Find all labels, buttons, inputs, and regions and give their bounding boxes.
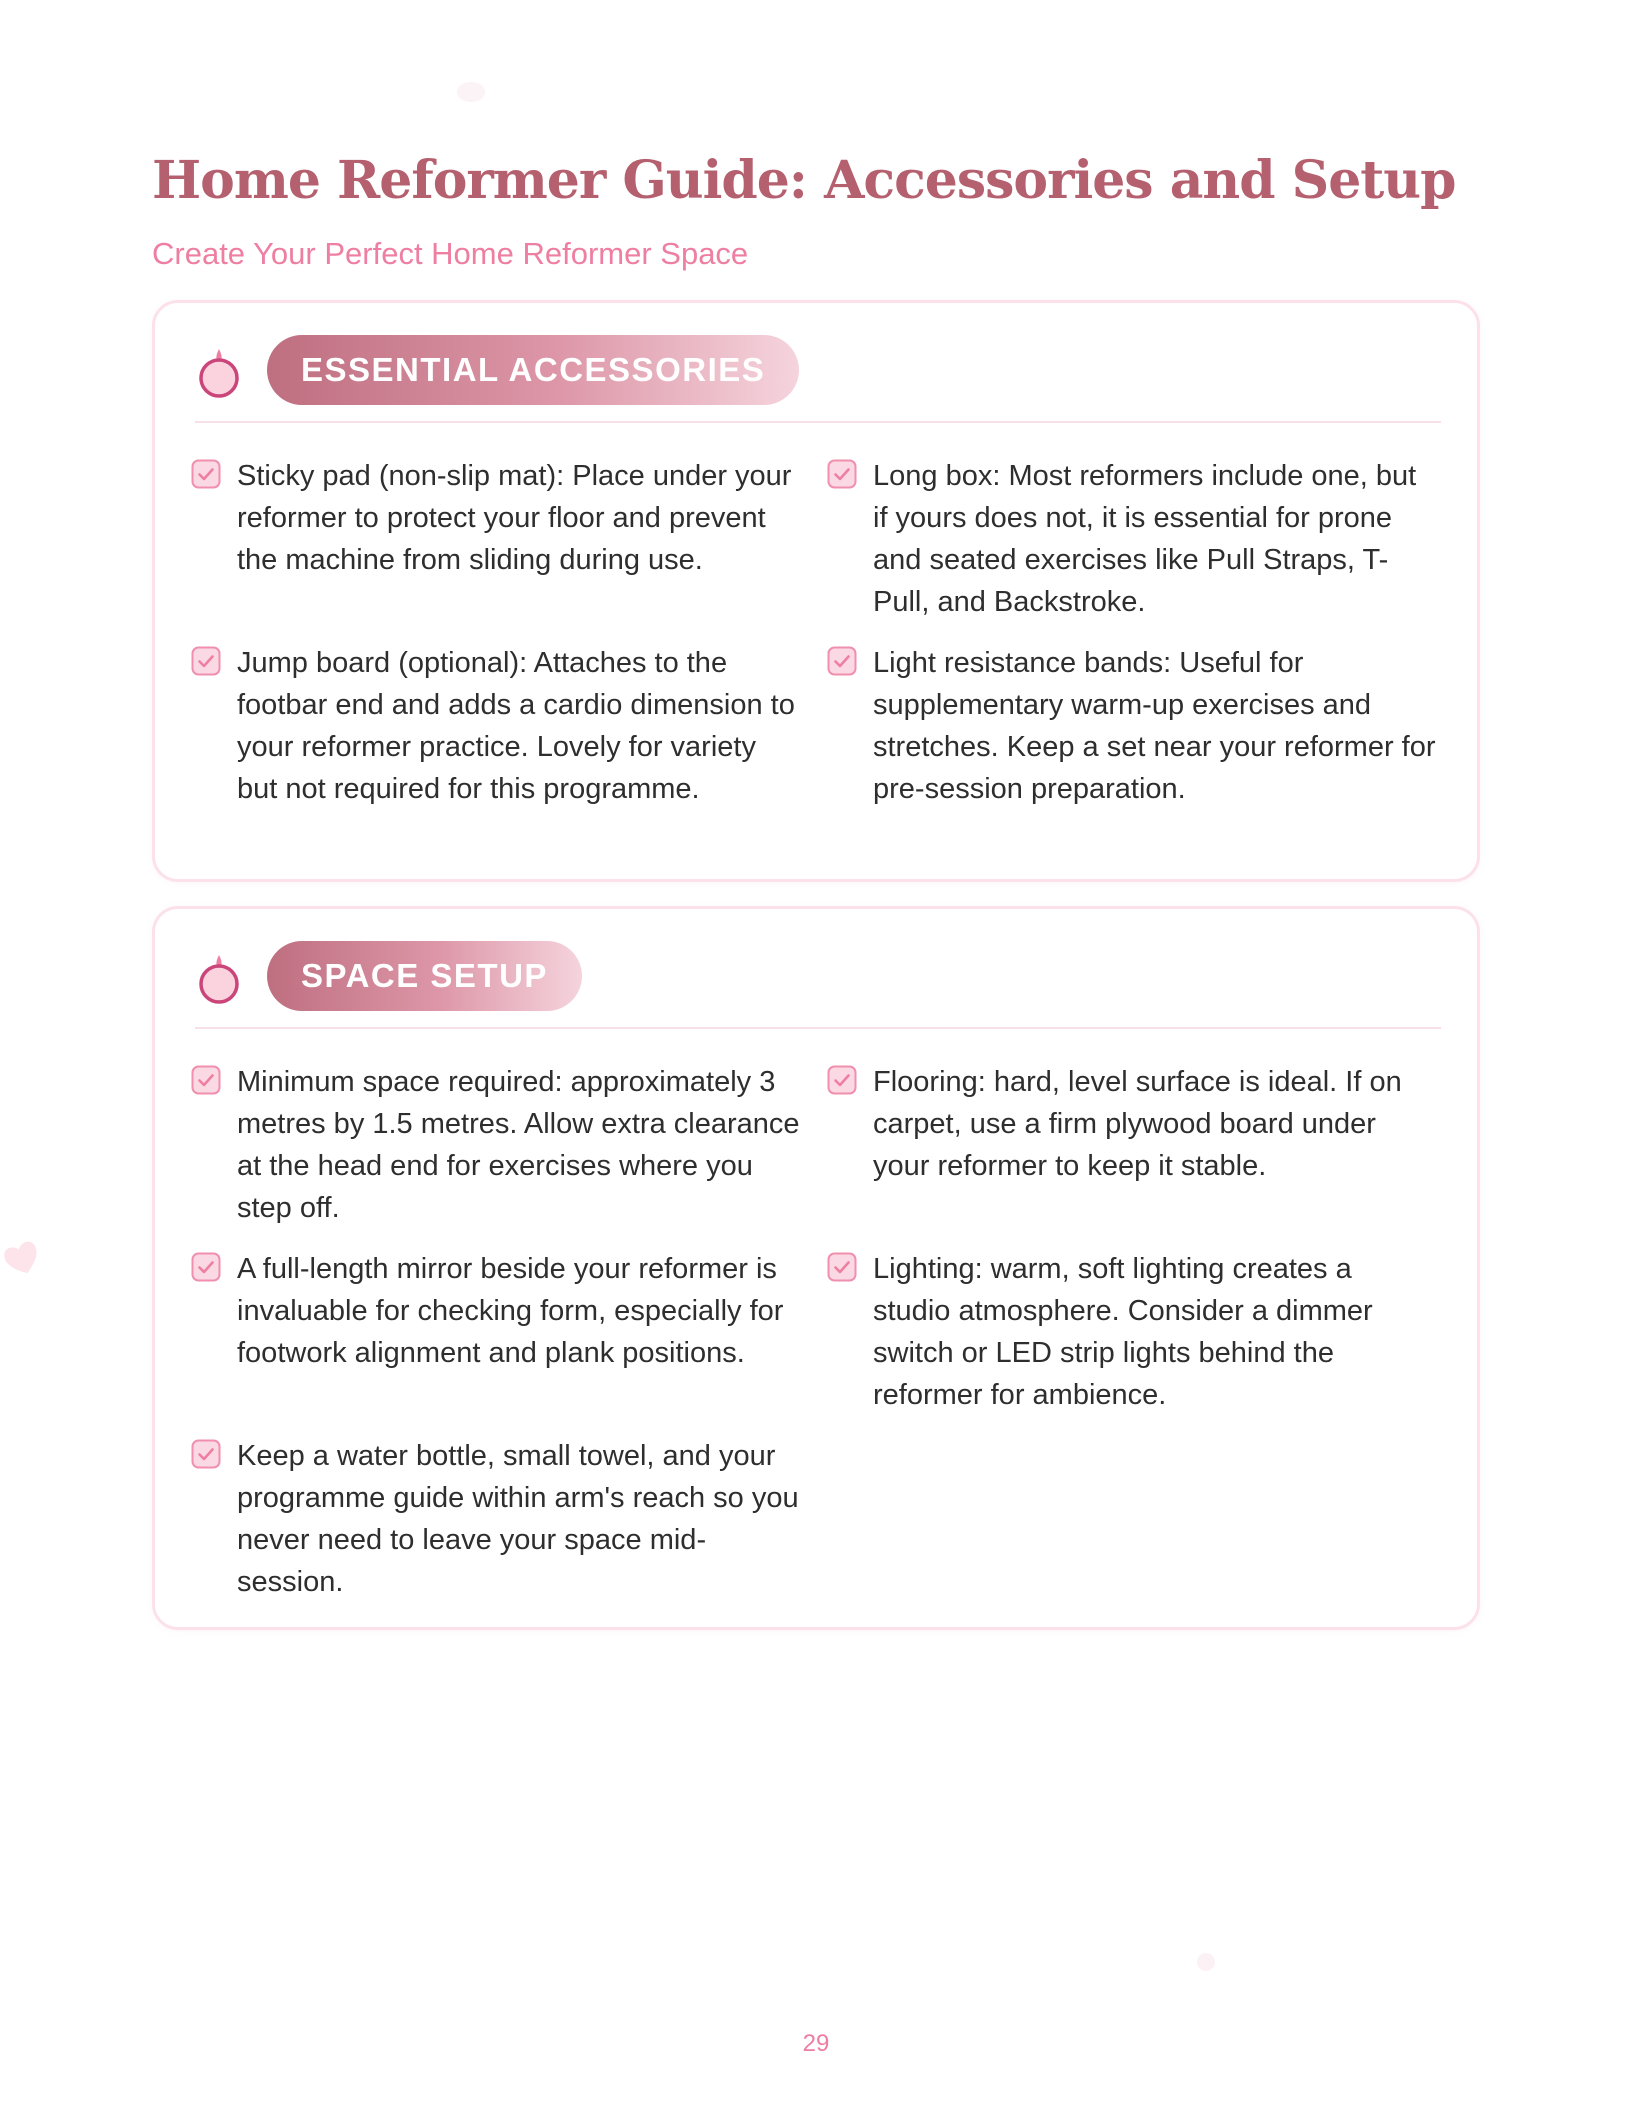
list-item xyxy=(191,1435,801,1603)
checkbox-checked-icon xyxy=(191,1439,221,1469)
list-item xyxy=(191,455,801,581)
section-heading-essential-accessories: ESSENTIAL ACCESSORIES xyxy=(267,335,799,405)
checkbox-checked-icon xyxy=(827,1065,857,1095)
list-item xyxy=(827,642,1437,810)
list-item xyxy=(191,1061,801,1229)
checkbox-checked-icon xyxy=(191,646,221,676)
list-item-text: Long box: Most reformers include one, but if yours does not, it is essential for prone and seated exercises like Pull Straps, T-Pull, and Backstroke. xyxy=(873,460,1417,618)
list-item xyxy=(191,1248,801,1374)
list-item xyxy=(827,1248,1437,1416)
checkbox-checked-icon xyxy=(827,1252,857,1282)
list-item-text: Jump board (optional): Attaches to the footbar end and adds a cardio dimension to your reformer practice. Lovely for variety but not required for this programme. xyxy=(237,647,795,805)
list-item-text: Keep a water bottle, small towel, and your programme guide within arm's reach so you never need to leave your space mid-session. xyxy=(237,1440,799,1598)
decorative-heart-icon xyxy=(0,1236,44,1280)
card-header xyxy=(155,909,1477,1029)
divider xyxy=(195,1027,1441,1029)
pink-circle-icon xyxy=(197,347,241,399)
checkbox-checked-icon xyxy=(827,459,857,489)
decorative-dot xyxy=(1194,1950,1218,1974)
section-heading-space-setup: SPACE SETUP xyxy=(267,941,582,1011)
page-title: Home Reformer Guide: Accessories and Setup xyxy=(152,150,1456,211)
essential-accessories-card xyxy=(152,300,1480,882)
list-item-text: Light resistance bands: Useful for supplementary warm-up exercises and stretches. Keep a set near your reformer for pre-session preparation. xyxy=(873,647,1436,805)
list-item xyxy=(827,455,1437,623)
checkbox-checked-icon xyxy=(191,1065,221,1095)
page-subtitle: Create Your Perfect Home Reformer Space xyxy=(152,236,749,271)
list-item-text: Flooring: hard, level surface is ideal. If on carpet, use a firm plywood board under your reformer to keep it stable. xyxy=(873,1066,1402,1182)
list-item xyxy=(191,642,801,810)
checkbox-checked-icon xyxy=(191,459,221,489)
pink-circle-icon xyxy=(197,953,241,1005)
page-number: 29 xyxy=(802,2030,830,2057)
space-setup-card xyxy=(152,906,1480,1630)
checkbox-checked-icon xyxy=(191,1252,221,1282)
divider xyxy=(195,421,1441,423)
decorative-dot xyxy=(456,80,486,104)
list-item xyxy=(827,1061,1437,1187)
list-item-text: Lighting: warm, soft lighting creates a studio atmosphere. Consider a dimmer switch or LED strip lights behind the reformer for ambience. xyxy=(873,1253,1373,1411)
checkbox-checked-icon xyxy=(827,646,857,676)
list-item-text: Sticky pad (non-slip mat): Place under your reformer to protect your floor and prevent the machine from sliding during use. xyxy=(237,460,792,576)
card-header xyxy=(155,303,1477,423)
list-item-text: Minimum space required: approximately 3 metres by 1.5 metres. Allow extra clearance at the head end for exercises where you step off. xyxy=(237,1066,800,1224)
list-item-text: A full-length mirror beside your reformer is invaluable for checking form, especially for footwork alignment and plank positions. xyxy=(237,1253,784,1369)
